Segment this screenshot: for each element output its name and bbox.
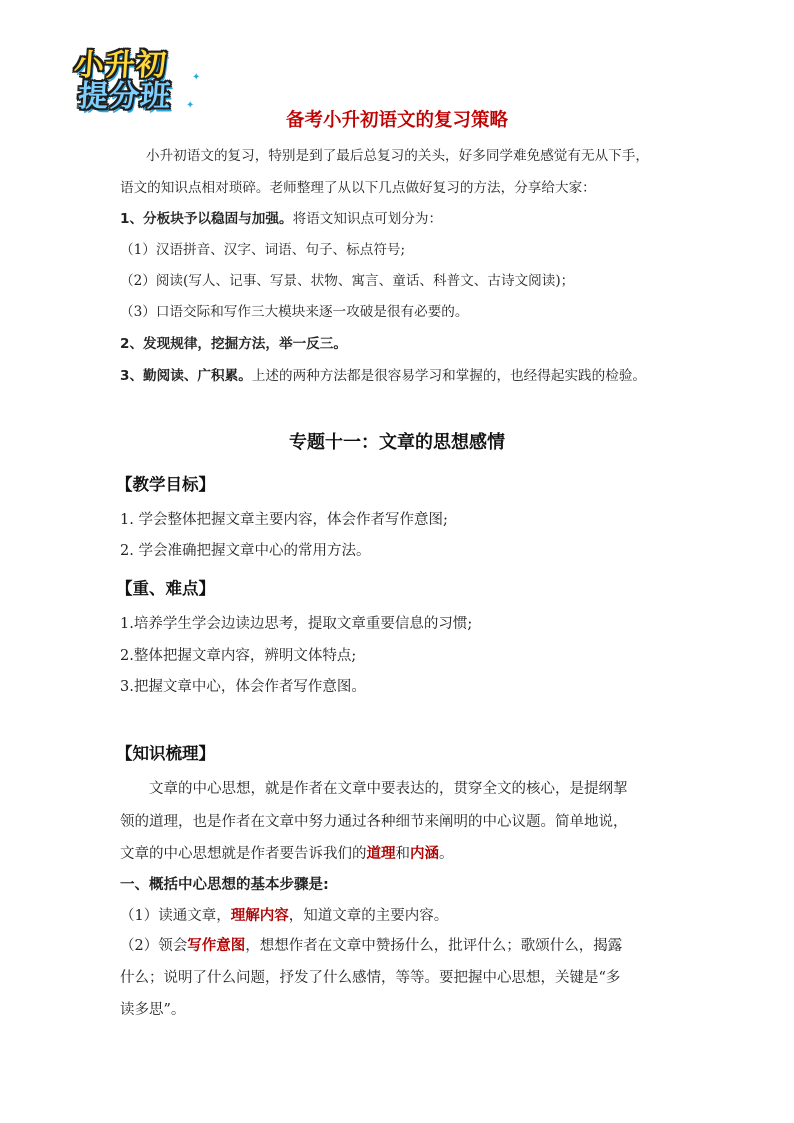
goal-2: 2. 学会准确把握文章中心的常用方法。 [120,543,371,559]
step-1-end: ，知道文章的主要内容。 [288,908,449,924]
intro-sub-1: （1）汉语拼音、汉字、词语、句子、标点符号; [120,242,406,258]
step-2-start: （2）领会 [120,938,188,954]
point-1-rest: 将语文知识点可划分为： [292,211,443,227]
step-2-end: ，想想作者在文章中赞扬什么，批评什么；歌颂什么，揭露 [245,938,623,954]
sparkle-icon: ✦ [186,100,195,111]
steps-heading [120,873,329,894]
goals-heading: 【教学目标】 [116,475,215,494]
page-title: 备考小升初语文的复习策略 [285,110,508,131]
step-2-line-2: 什么；说明了什么问题，抒发了什么感情，等等。要把握中心思想，关键是“多 [120,970,621,986]
step-1 [120,904,448,925]
steps-heading-text: 一、概括中心思想的基本步骤是: [120,877,329,893]
step-2 [120,934,622,955]
highlight-xiezuoyitu: 写作意图 [187,938,246,954]
sparkle-icon: ✦ [192,72,201,83]
key-heading: 【重、难点】 [116,579,215,598]
para-end: 。 [439,846,454,862]
knowledge-para-line-3 [120,842,454,863]
knowledge-para-line-1: 文章的中心思想，就是作者在文章中要表达的，贯穿全文的核心，是提纲挈 [149,781,628,797]
key-point-3: 3.把握文章中心，体会作者写作意图。 [120,679,366,695]
knowledge-heading: 【知识梳理】 [116,744,215,763]
topic-heading: 专题十一：文章的思想感情 [289,432,505,453]
key-point-2: 2.整体把握文章内容，辨明文体特点; [120,648,357,664]
step-2-line-3: 读多思”。 [120,1002,186,1018]
intro-point-1 [120,207,442,227]
step-1-start: （1）读通文章， [120,908,231,924]
intro-line-2: 语文的知识点相对琐碎。老师整理了从以下几点做好复习的方法，分享给大家： [120,180,596,196]
point-1-bold: 1、分板块予以稳固与加强。 [120,211,293,227]
logo-text-line2: 提分班 [76,79,173,114]
highlight-neihan: 内涵 [410,846,439,862]
intro-line-1: 小升初语文的复习，特别是到了最后总复习的关头，好多同学难免感觉有无从下手， [146,148,649,164]
logo-text-line1: 小升初 [72,48,169,83]
highlight-lijieneirong: 理解内容 [230,908,289,924]
point-3-bold: 3、勤阅读、广积累。 [120,368,252,384]
point-2-bold: 2、发现规律，挖掘方法，举一反三。 [120,336,347,352]
intro-sub-3: （3）口语交际和写作三大模块来逐一攻破是很有必要的。 [120,304,469,320]
para-and: 和 [395,846,410,862]
intro-point-2 [120,332,347,352]
goal-1: 1. 学会整体把握文章主要内容，体会作者写作意图; [120,512,448,528]
point-3-rest: 上述的两种方法都是很容易学习和掌握的，也经得起实践的检验。 [251,368,647,384]
intro-point-3 [120,364,646,384]
key-point-1: 1.培养学生学会边读边思考，提取文章重要信息的习惯; [120,616,473,632]
para-line-3-text: 文章的中心思想就是作者要告诉我们的 [120,846,367,862]
highlight-daoli: 道理 [366,846,396,862]
intro-sub-2: （2）阅读(写人、记事、写景、状物、寓言、童话、科普文、古诗文阅读)； [120,273,575,289]
knowledge-para-line-2: 领的道理，也是作者在文章中努力通过各种细节来阐明的中心议题。简单地说， [120,814,628,830]
